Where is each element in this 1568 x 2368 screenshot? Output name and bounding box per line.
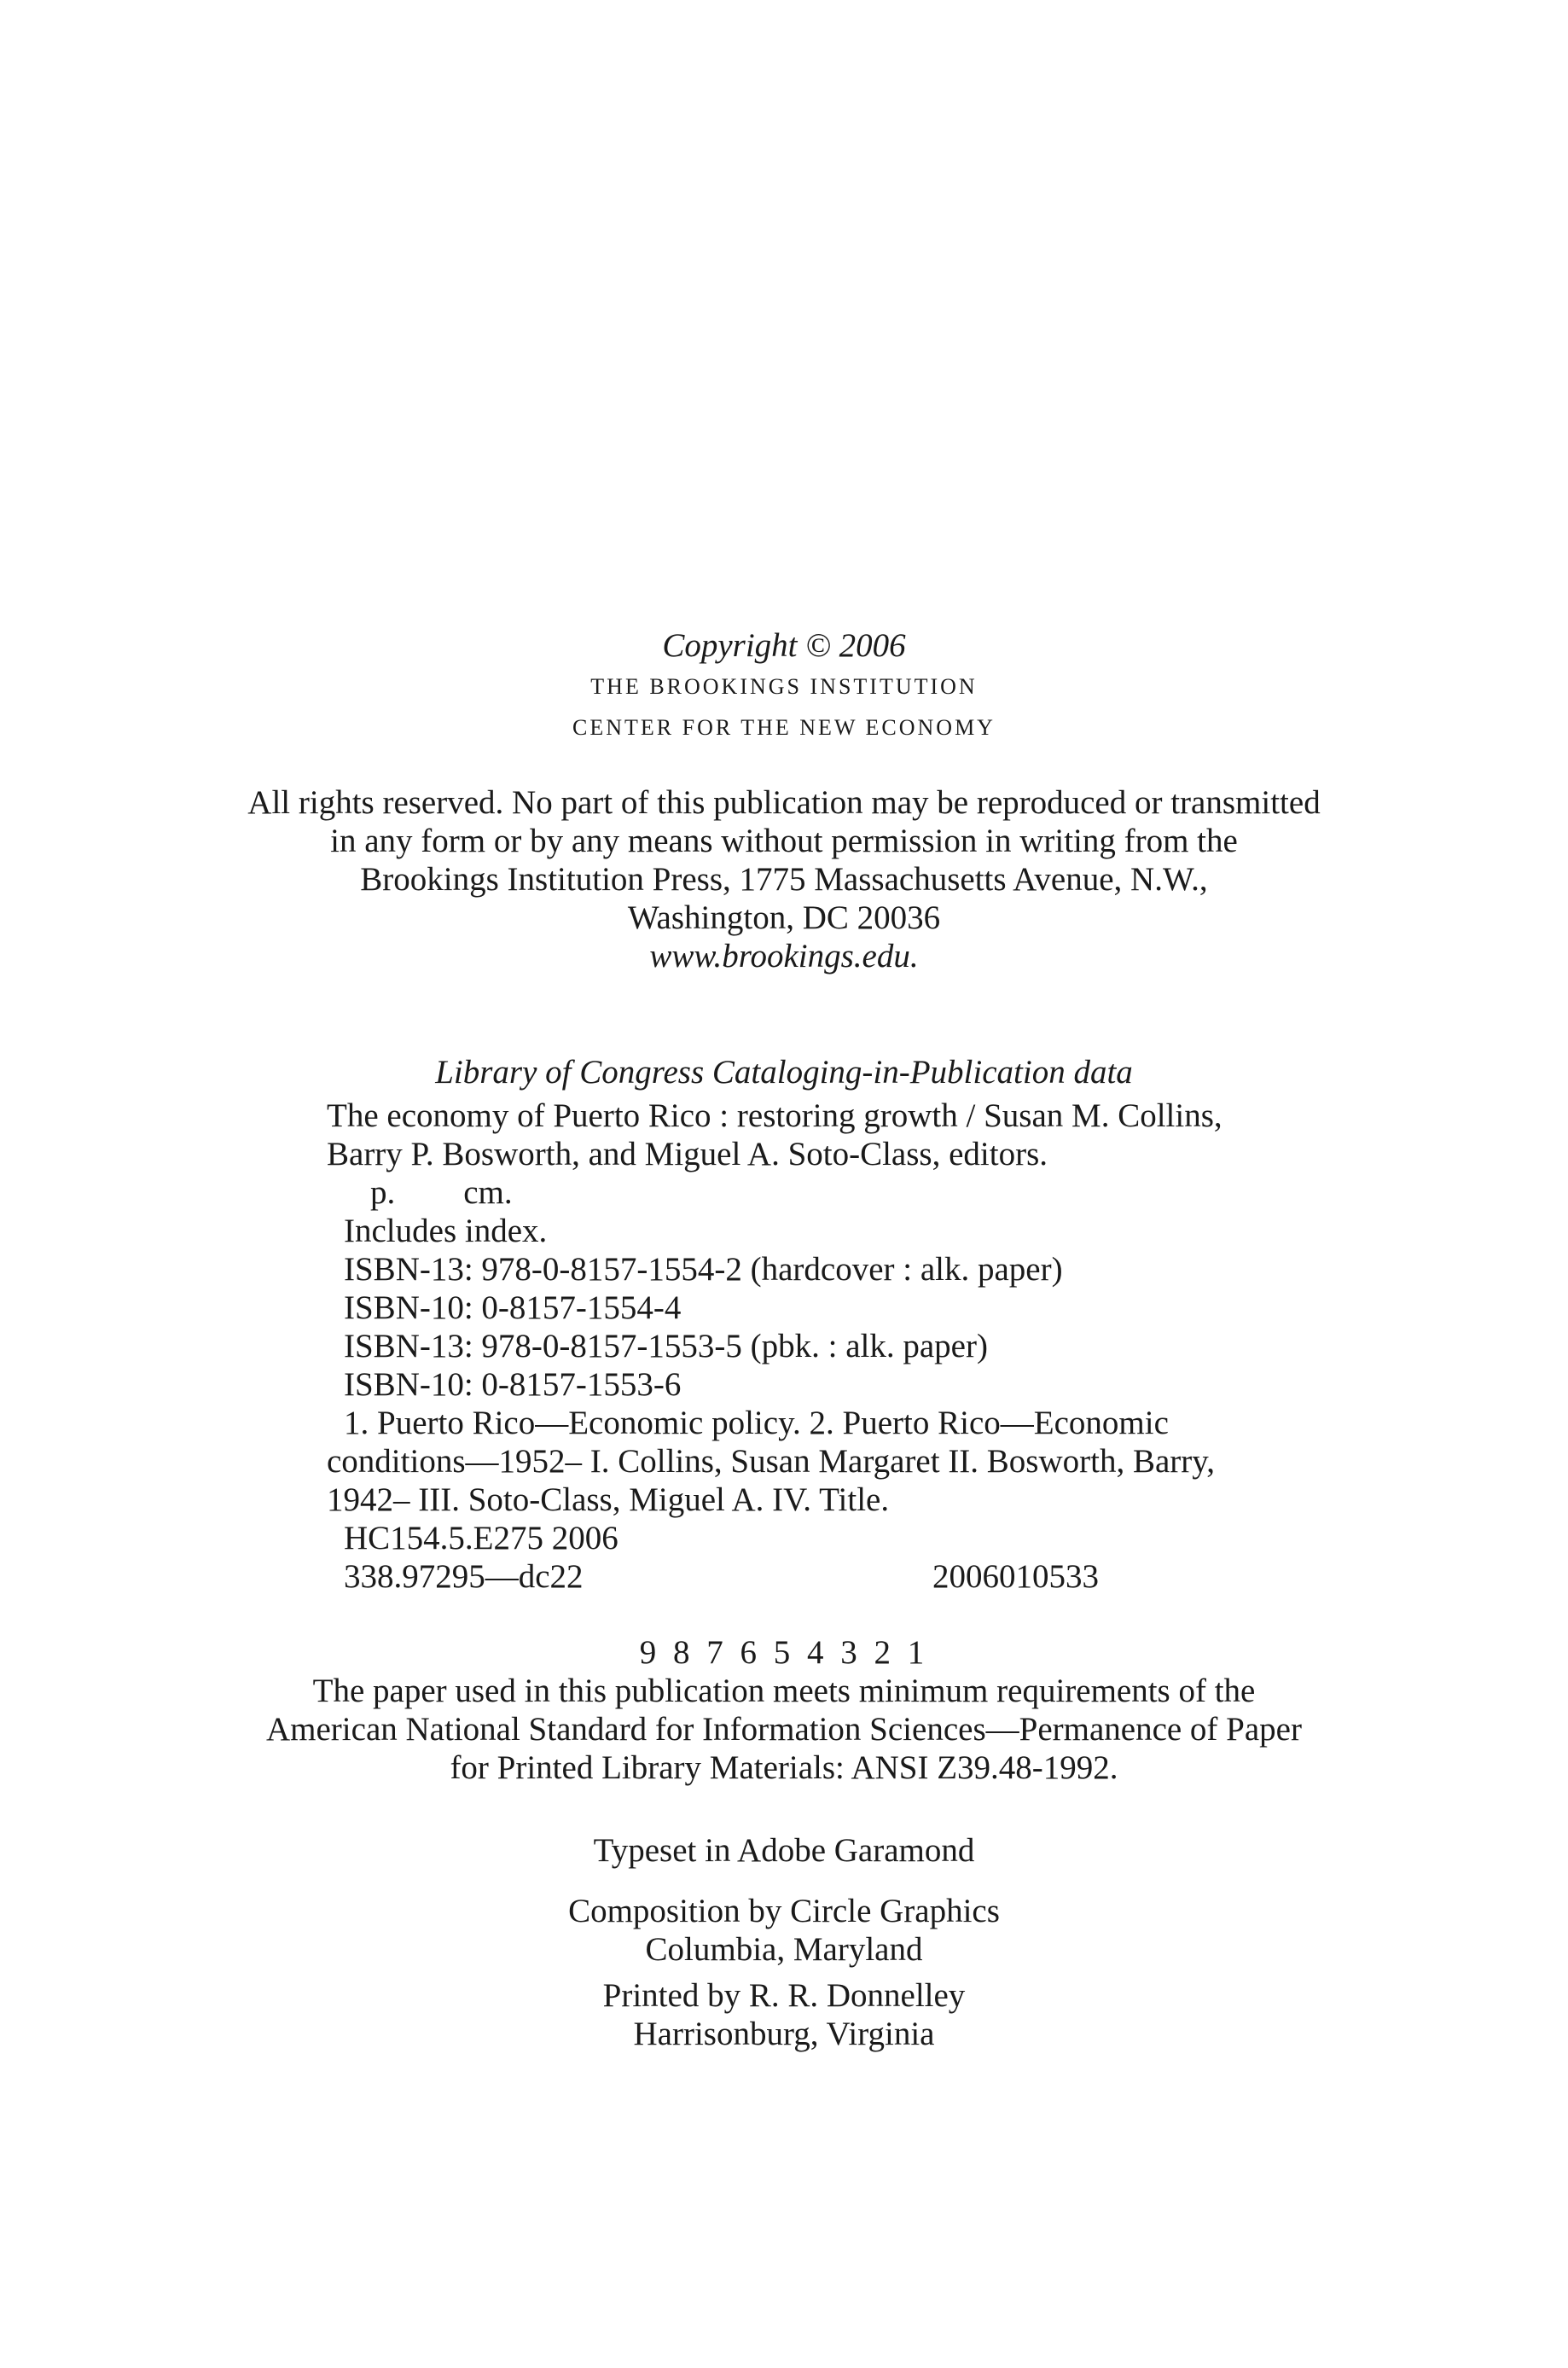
- cip-title-line: Barry P. Bosworth, and Miguel A. Soto-Class, editors.: [327, 1136, 1048, 1172]
- cip-heading: Library of Congress Cataloging-in-Publication data: [435, 1054, 1133, 1091]
- rights-statement: [0, 783, 1568, 975]
- cip-isbn: ISBN-10: 0-8157-1554-4: [344, 1289, 682, 1326]
- printer-location: Harrisonburg, Virginia: [633, 2016, 935, 2052]
- cip-isbn: ISBN-13: 978-0-8157-1554-2 (hardcover : alk. paper): [344, 1251, 1063, 1288]
- printing-line: 9 8 7 6 5 4 3 2 1: [639, 1634, 929, 1671]
- typeset-section: [0, 1831, 1568, 1870]
- rights-line: Brookings Institution Press, 1775 Massachusetts Avenue, N.W.,: [360, 861, 1208, 898]
- publisher-website: www.brookings.edu.: [649, 938, 919, 975]
- paper-statement-line: American National Standard for Information Sciences—Permanence of Paper: [266, 1711, 1302, 1748]
- cip-heading-section: [0, 1053, 1568, 1091]
- cip-note: Includes index.: [344, 1213, 548, 1249]
- cip-isbn: ISBN-10: 0-8157-1553-6: [344, 1366, 682, 1403]
- paper-statement-line: for Printed Library Materials: ANSI Z39.48-1992.: [450, 1749, 1118, 1786]
- cip-subject-line: conditions—1952– I. Collins, Susan Margaret II. Bosworth, Barry,: [327, 1443, 1215, 1480]
- cip-dewey: 338.97295—dc22: [344, 1558, 584, 1595]
- cip-physical-description: [327, 1173, 1265, 1212]
- cip-lc-classification: HC154.5.E275 2006: [344, 1520, 618, 1556]
- cip-subject-line: 1942– III. Soto-Class, Miguel A. IV. Title.: [327, 1481, 890, 1518]
- cip-isbn: ISBN-13: 978-0-8157-1553-5 (pbk. : alk. paper): [344, 1328, 988, 1364]
- composition-section: [0, 1892, 1568, 1969]
- cip-title-line: The economy of Puerto Rico : restoring growth / Susan M. Collins,: [327, 1097, 1222, 1134]
- composition-credit: Composition by Circle Graphics: [568, 1893, 1000, 1929]
- copyright-notice: Copyright © 2006: [662, 627, 906, 664]
- cip-subject-line: 1. Puerto Rico—Economic policy. 2. Puerto Rico—Economic: [344, 1405, 1169, 1441]
- cip-size-label: cm.: [463, 1174, 513, 1211]
- publisher-name: THE BROOKINGS INSTITUTION: [590, 674, 978, 699]
- printing-section: [0, 1633, 1568, 1787]
- typeset-credit: Typeset in Adobe Garamond: [593, 1832, 975, 1869]
- cip-lccn: 2006010533: [932, 1558, 1099, 1595]
- rights-line: All rights reserved. No part of this publication may be reproduced or transmitted: [247, 784, 1321, 821]
- cip-pages-label: p.: [370, 1174, 396, 1211]
- cip-dewey-row: [327, 1557, 1265, 1596]
- printer-credit: Printed by R. R. Donnelley: [602, 1977, 966, 2014]
- co-publisher-name: CENTER FOR THE NEW ECONOMY: [572, 715, 996, 740]
- paper-statement-line: The paper used in this publication meets minimum requirements of the: [312, 1673, 1256, 1709]
- copyright-section: [0, 625, 1568, 748]
- printer-section: [0, 1976, 1568, 2053]
- cip-record: [327, 1097, 1265, 1596]
- rights-line: in any form or by any means without permission in writing from the: [330, 823, 1238, 859]
- composition-location: Columbia, Maryland: [645, 1931, 923, 1968]
- rights-line: Washington, DC 20036: [627, 899, 941, 936]
